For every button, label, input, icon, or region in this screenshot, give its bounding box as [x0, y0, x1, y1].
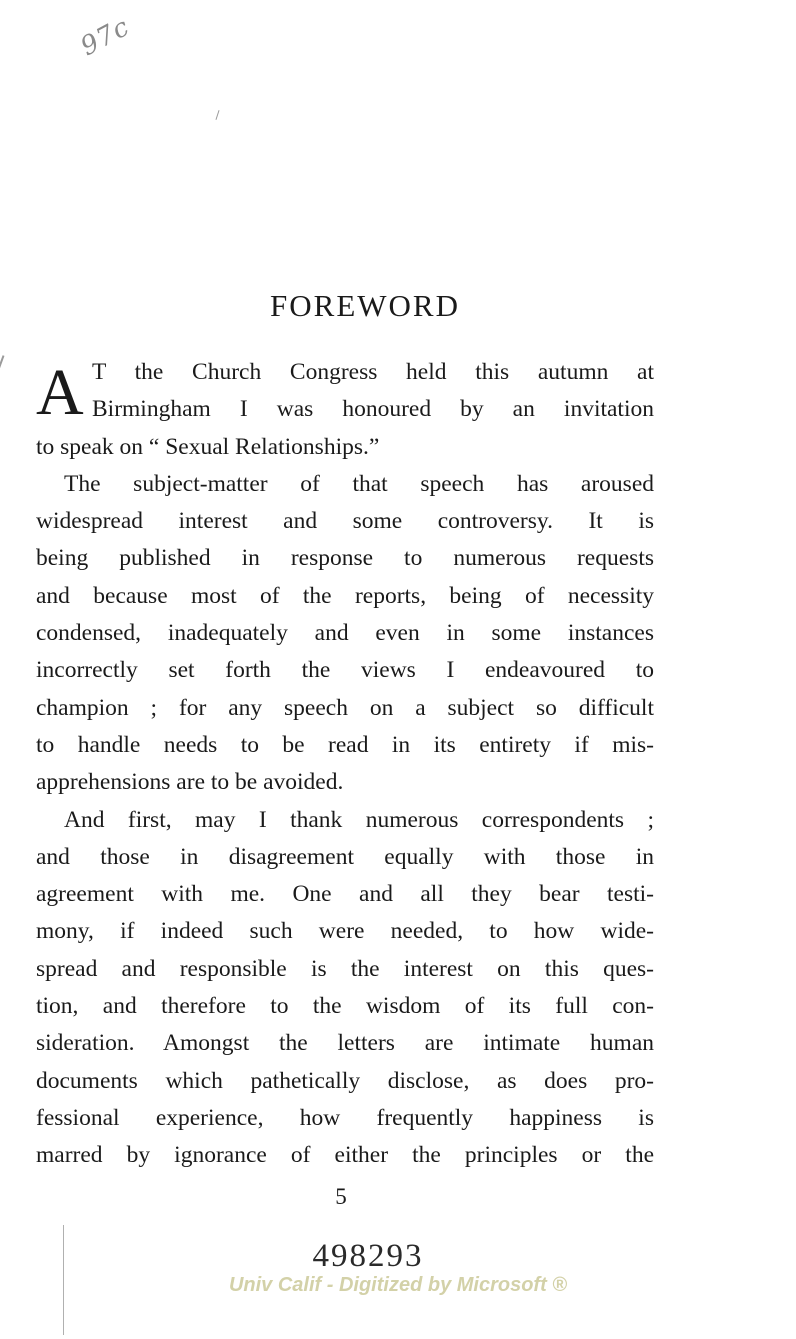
text-line: being published in response to numerous requests	[36, 545, 654, 572]
text-line: fessional experience, how frequently happiness is	[36, 1104, 654, 1131]
paragraph-3	[36, 802, 654, 1175]
text-line: agreement with me. One and all they bear testi-	[36, 881, 654, 908]
digitization-watermark: Univ Calif - Digitized by Microsoft ®	[228, 1274, 568, 1296]
text-line: And first, may I thank numerous correspondents ;	[64, 806, 654, 833]
text-line: The subject-matter of that speech has aroused	[64, 470, 654, 497]
drop-cap: A	[36, 356, 84, 429]
page-number: 5	[335, 1184, 347, 1209]
text-line: incorrectly set forth the views I endeavoured to	[36, 657, 654, 684]
text-line: tion, and therefore to the wisdom of its full con-	[36, 993, 654, 1020]
gutter-line	[63, 1225, 64, 1335]
text-line: widespread interest and some controversy. It is	[36, 508, 654, 535]
margin-mark	[0, 355, 9, 371]
text-line: sideration. Amongst the letters are intimate human	[36, 1030, 654, 1057]
text-line: to handle needs to be read in its entirety if mis-	[36, 731, 654, 758]
text-line: apprehensions are to be avoided.	[36, 769, 344, 796]
text-line: and those in disagreement equally with those in	[36, 843, 654, 870]
text-line: mony, if indeed such were needed, to how wide-	[36, 918, 654, 945]
text-line: spread and responsible is the interest on this ques-	[36, 955, 654, 982]
pencil-tick-mark	[215, 110, 219, 120]
text-line: condensed, inadequately and even in some instances	[36, 620, 654, 647]
body-text	[36, 354, 654, 1175]
accession-number: 498293	[312, 1238, 424, 1274]
text-line: documents which pathetically disclose, as does pro-	[36, 1067, 654, 1094]
text-line: T the Church Congress held this autumn at	[92, 359, 654, 385]
paragraph-2	[36, 466, 654, 802]
page-title: FOREWORD	[270, 288, 460, 323]
text-line: marred by ignorance of either the principles or the	[36, 1142, 654, 1169]
pencil-annotation: 97c	[75, 11, 135, 63]
paragraph-1	[36, 354, 654, 429]
text-line: to speak on “ Sexual Relationships.”	[36, 433, 380, 460]
text-line: champion ; for any speech on a subject so difficult	[36, 694, 654, 721]
text-line: Birmingham I was honoured by an invitation	[92, 396, 654, 423]
text-line: and because most of the reports, being of necessity	[36, 582, 654, 609]
